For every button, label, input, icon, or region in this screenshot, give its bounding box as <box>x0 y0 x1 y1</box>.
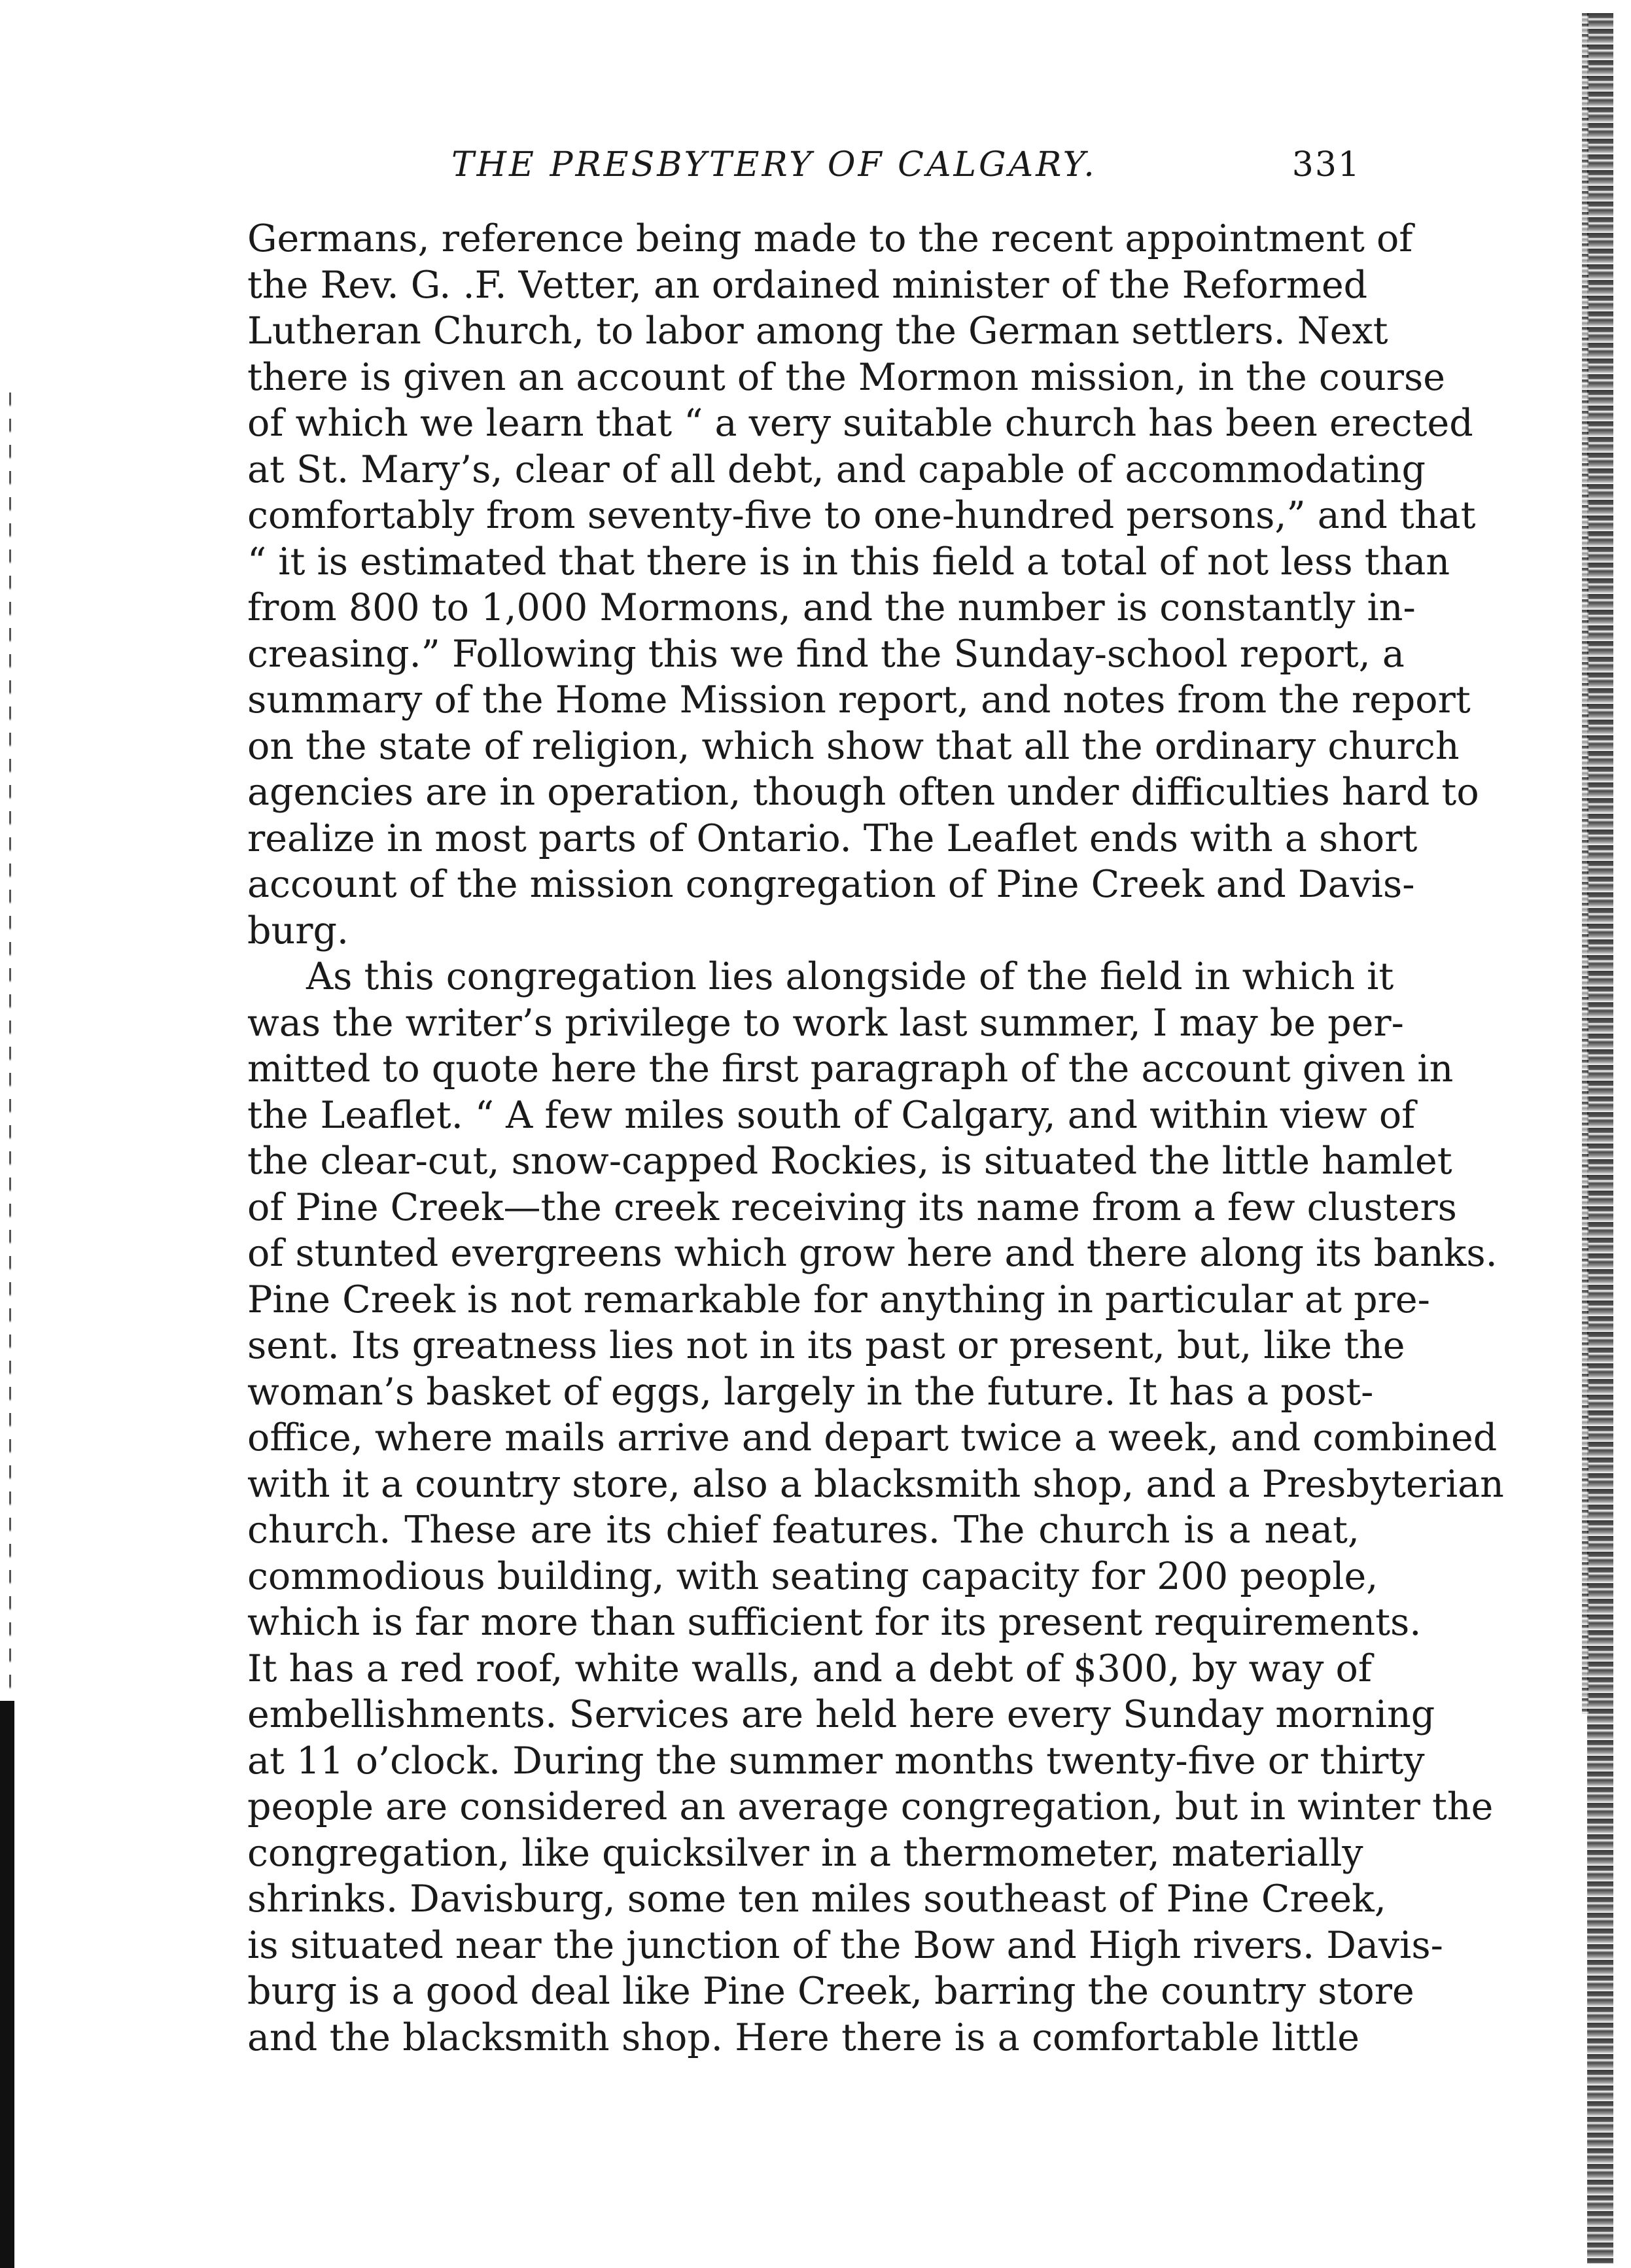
text-line: was the writer’s privilege to work last summer, I may be per- <box>247 1001 1404 1045</box>
text-line: at St. Mary’s, clear of all debt, and capable of accommodating <box>247 447 1426 491</box>
text-line: account of the mission congregation of Pine Creek and Davis- <box>247 863 1415 906</box>
page-header <box>236 139 1361 198</box>
text-line: commodious building, with seating capacity for 200 people, <box>247 1554 1378 1598</box>
text-line: “ it is estimated that there is in this field a total of not less than <box>247 540 1450 584</box>
text-line: burg is a good deal like Pine Creek, barring the country store <box>247 1970 1414 2013</box>
text-line: shrinks. Davisburg, some ten miles southeast of Pine Creek, <box>247 1877 1386 1921</box>
text-line: of stunted evergreens which grow here and there along its banks. <box>247 1232 1498 1275</box>
scan-edge-right <box>1587 13 1613 2263</box>
text-line: there is given an account of the Mormon mission, in the course <box>247 355 1446 399</box>
text-line: the clear-cut, snow-capped Rockies, is situated the little hamlet <box>247 1140 1452 1183</box>
running-title: THE PRESBYTERY OF CALGARY. <box>451 145 1097 184</box>
text-line: burg. <box>247 909 349 952</box>
text-line: which is far more than sufficient for its present requirements. <box>247 1601 1422 1644</box>
text-line: creasing.” Following this we find the Sunday-school report, a <box>247 632 1405 676</box>
text-line: the Leaflet. “ A few miles south of Calgary, and within view of <box>247 1093 1416 1137</box>
text-line: and the blacksmith shop. Here there is a comfortable little <box>247 2015 1359 2059</box>
page-number: 331 <box>1291 145 1361 184</box>
text-line: the Rev. G. .F. Vetter, an ordained minister of the Reformed <box>247 263 1368 307</box>
text-line: is situated near the junction of the Bow and High rivers. Davis- <box>247 1923 1443 1967</box>
text-line: As this congregation lies alongside of the field in which it <box>306 955 1394 998</box>
text-line: comfortably from seventy-five to one-hundred persons,” and that <box>247 494 1476 537</box>
text-line: sent. Its greatness lies not in its past or present, but, like the <box>247 1324 1405 1367</box>
text-line: on the state of religion, which show that all the ordinary church <box>247 724 1460 768</box>
text-line: embellishments. Services are held here every Sunday morning <box>247 1693 1435 1736</box>
text-line: Pine Creek is not remarkable for anything in particular at pre- <box>247 1278 1430 1321</box>
body-text <box>247 216 1504 2061</box>
text-line: mitted to quote here the first paragraph of the account given in <box>247 1047 1454 1090</box>
text-line: people are considered an average congregation, but in winter the <box>247 1785 1494 1828</box>
text-line: It has a red roof, white walls, and a debt of $300, by way of <box>247 1647 1372 1690</box>
text-line: agencies are in operation, though often under difficulties hard to <box>247 771 1479 814</box>
text-line: church. These are its chief features. The church is a neat, <box>247 1509 1359 1552</box>
text-line: realize in most parts of Ontario. The Leaflet ends with a short <box>247 816 1418 860</box>
scan-edge-left <box>0 1701 14 2268</box>
text-line: of which we learn that “ a very suitable church has been erected <box>247 402 1473 445</box>
text-line: from 800 to 1,000 Mormons, and the number is constantly in- <box>247 586 1416 629</box>
text-line: Lutheran Church, to labor among the German settlers. Next <box>247 309 1388 353</box>
scan-edge-left-thin <box>9 393 11 1701</box>
text-line: of Pine Creek—the creek receiving its name from a few clusters <box>247 1185 1457 1229</box>
text-line: office, where mails arrive and depart twice a week, and combined <box>247 1416 1498 1459</box>
text-line: summary of the Home Mission report, and notes from the report <box>247 678 1471 722</box>
text-line: with it a country store, also a blacksmith shop, and a Presbyterian <box>247 1462 1504 1506</box>
text-line: at 11 o’clock. During the summer months twenty-five or thirty <box>247 1739 1425 1783</box>
scan-edge-right-inner <box>1582 13 1588 1714</box>
text-line: congregation, like quicksilver in a thermometer, materially <box>247 1831 1363 1875</box>
text-line: Germans, reference being made to the recent appointment of <box>247 217 1413 260</box>
text-line: woman’s basket of eggs, largely in the future. It has a post- <box>247 1370 1374 1414</box>
